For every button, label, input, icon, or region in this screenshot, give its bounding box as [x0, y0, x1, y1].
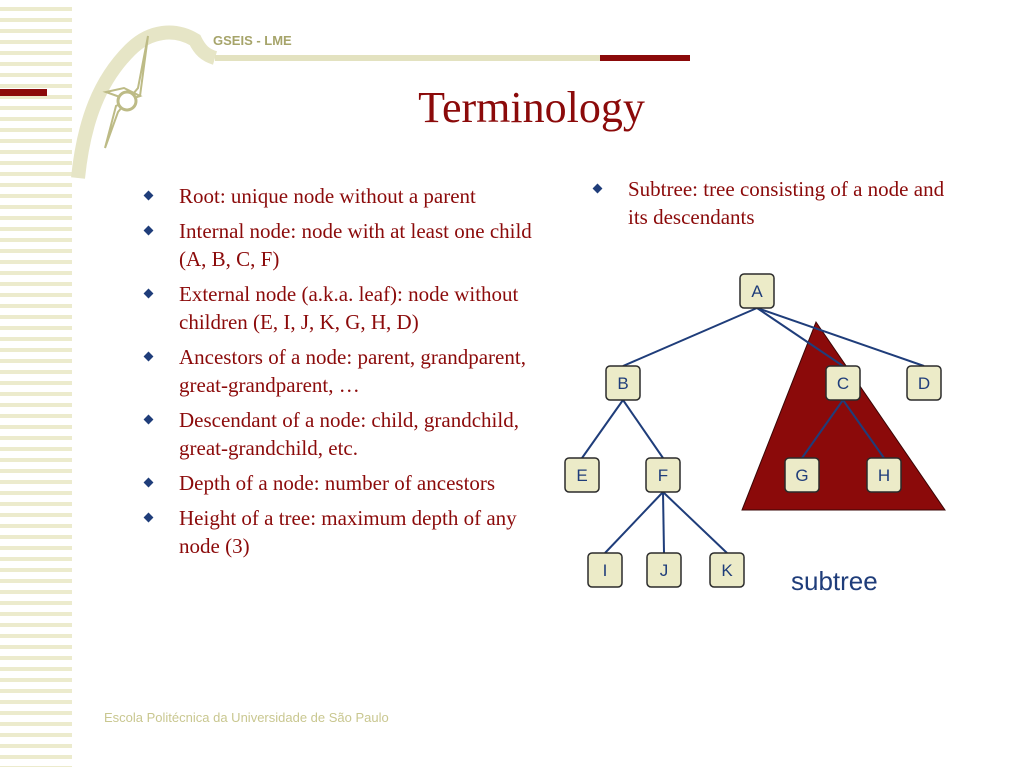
- left-bullet-list: [142, 182, 540, 567]
- tree-node-I: [588, 553, 622, 587]
- bullet-text: Root: unique node without a parent: [179, 184, 476, 208]
- tree-edge-B-E: [582, 400, 623, 458]
- diamond-bullet-icon: [144, 415, 154, 425]
- diamond-bullet-icon: [144, 513, 154, 523]
- tree-edge-F-K: [663, 492, 727, 553]
- tree-node-J: [647, 553, 681, 587]
- tree-node-D: [907, 366, 941, 400]
- tree-node-H: [867, 458, 901, 492]
- tree-node-label: G: [795, 466, 809, 485]
- tree-node-label: F: [657, 466, 669, 485]
- bullet-external-node: [142, 280, 540, 336]
- bullet-subtree: [591, 175, 951, 231]
- right-bullet-list: [591, 175, 951, 238]
- bullet-text: Depth of a node: number of ancestors: [179, 471, 496, 495]
- tree-node-label: A: [751, 282, 763, 301]
- tree-node-G: [785, 458, 819, 492]
- tree-node-label: I: [602, 561, 608, 580]
- diamond-bullet-icon: [144, 289, 154, 299]
- tree-edge-A-C: [757, 308, 843, 366]
- tree-edge-B-F: [623, 400, 663, 458]
- tree-edge-A-B: [623, 308, 757, 366]
- diamond-bullet-icon: [144, 226, 154, 236]
- tree-diagram: [560, 260, 960, 620]
- tree-node-label: J: [659, 561, 669, 580]
- diamond-bullet-icon: [144, 191, 154, 201]
- bullet-height: [142, 504, 540, 560]
- tree-edge-F-I: [605, 492, 663, 553]
- tree-node-C: [826, 366, 860, 400]
- bullet-depth: [142, 469, 540, 497]
- tree-node-label: H: [877, 466, 891, 485]
- diamond-bullet-icon: [144, 352, 154, 362]
- subtree-label: subtree: [791, 566, 878, 596]
- header-label: GSEIS - LME: [213, 33, 292, 48]
- tree-node-label: K: [721, 561, 733, 580]
- subtree-triangle: [742, 322, 945, 510]
- bullet-ancestors: [142, 343, 540, 399]
- tree-node-label: E: [576, 466, 588, 485]
- slide-title: Terminology: [418, 83, 645, 132]
- tree-node-A: [740, 274, 774, 308]
- bullet-text: External node (a.k.a. leaf): node without children (E, I, J, K, G, H, D): [179, 282, 519, 334]
- bullet-text: Subtree: tree consisting of a node and its descendants: [628, 177, 945, 229]
- bullet-descendant: [142, 406, 540, 462]
- tree-node-label: B: [617, 374, 629, 393]
- tree-edge-F-J: [663, 492, 664, 553]
- bullet-text: Ancestors of a node: parent, grandparent, great-grandparent, …: [179, 345, 526, 397]
- footer-text: Escola Politécnica da Universidade de São Paulo: [104, 710, 389, 725]
- tree-node-B: [606, 366, 640, 400]
- bullet-text: Height of a tree: maximum depth of any node (3): [179, 506, 517, 558]
- tree-node-K: [710, 553, 744, 587]
- diamond-bullet-icon: [144, 478, 154, 488]
- header-rule-accent: [600, 55, 690, 61]
- bullet-root: [142, 182, 540, 210]
- bullet-text: Internal node: node with at least one child (A, B, C, F): [179, 219, 532, 271]
- tree-node-label: D: [917, 374, 931, 393]
- bullet-internal-node: [142, 217, 540, 273]
- tree-node-F: [646, 458, 680, 492]
- bullet-text: Descendant of a node: child, grandchild, great-grandchild, etc.: [179, 408, 519, 460]
- diamond-bullet-icon: [593, 184, 603, 194]
- tree-node-E: [565, 458, 599, 492]
- tree-node-label: C: [836, 374, 850, 393]
